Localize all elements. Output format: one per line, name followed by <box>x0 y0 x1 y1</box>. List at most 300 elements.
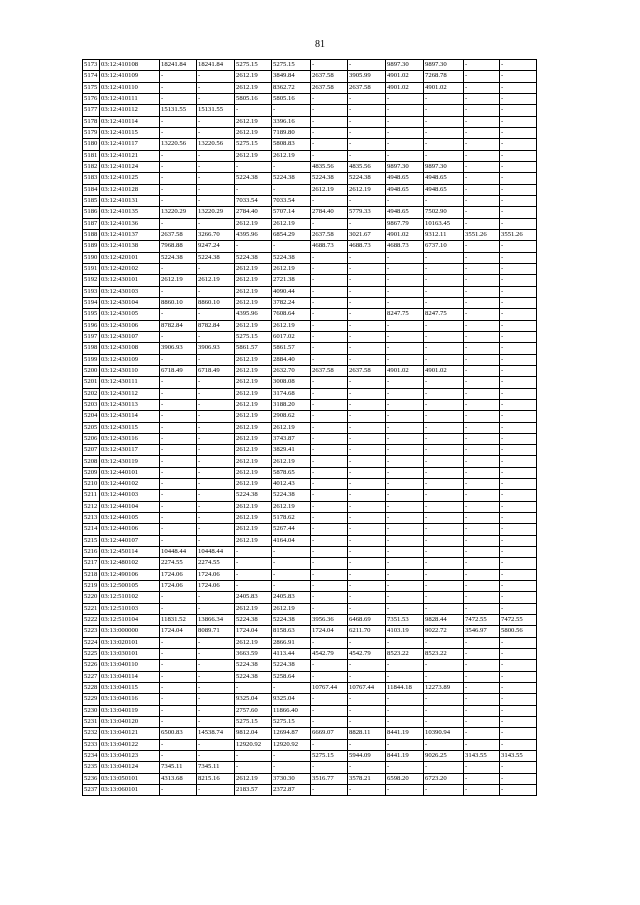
value-cell: - <box>500 479 537 490</box>
code-cell: 03:13:060101 <box>100 785 160 796</box>
value-cell: 2757.60 <box>235 705 272 716</box>
row-number-cell: 5231 <box>83 717 100 728</box>
value-cell: - <box>500 683 537 694</box>
row-number-cell: 5194 <box>83 297 100 308</box>
value-cell: - <box>348 411 386 422</box>
code-cell: 03:12:430105 <box>100 309 160 320</box>
value-cell: 2632.70 <box>272 365 311 376</box>
code-cell: 03:12:440102 <box>100 479 160 490</box>
value-cell: - <box>160 263 197 274</box>
value-cell: 1724.04 <box>235 626 272 637</box>
value-cell: 2866.91 <box>272 637 311 648</box>
value-cell: - <box>348 388 386 399</box>
row-number-cell: 5221 <box>83 603 100 614</box>
value-cell: 3829.41 <box>272 445 311 456</box>
value-cell: - <box>348 739 386 750</box>
value-cell: 2372.87 <box>272 785 311 796</box>
value-cell: 14538.74 <box>197 728 235 739</box>
table-row <box>83 422 537 433</box>
table-row <box>83 501 537 512</box>
value-cell: - <box>464 286 500 297</box>
value-cell: - <box>424 263 464 274</box>
value-cell: - <box>197 161 235 172</box>
value-cell: 12694.87 <box>272 728 311 739</box>
table-row <box>83 263 537 274</box>
code-cell: 03:12:440106 <box>100 524 160 535</box>
value-cell: 5224.38 <box>272 615 311 626</box>
value-cell: - <box>311 320 348 331</box>
value-cell: - <box>500 116 537 127</box>
value-cell: 7472.55 <box>500 615 537 626</box>
table-row <box>83 173 537 184</box>
value-cell: 5275.15 <box>235 139 272 150</box>
value-cell: - <box>197 195 235 206</box>
value-cell: - <box>386 252 424 263</box>
value-cell: - <box>424 569 464 580</box>
code-cell: 03:13:040122 <box>100 739 160 750</box>
table-row <box>83 705 537 716</box>
value-cell: - <box>348 297 386 308</box>
value-cell: 2612.19 <box>235 637 272 648</box>
value-cell: 4948.65 <box>424 173 464 184</box>
value-cell: - <box>424 399 464 410</box>
code-cell: 03:12:410108 <box>100 60 160 71</box>
value-cell: - <box>311 252 348 263</box>
value-cell: - <box>160 739 197 750</box>
row-number-cell: 5208 <box>83 456 100 467</box>
value-cell: - <box>386 535 424 546</box>
value-cell: - <box>424 705 464 716</box>
code-cell: 03:12:510102 <box>100 592 160 603</box>
value-cell: - <box>311 581 348 592</box>
row-number-cell: 5225 <box>83 649 100 660</box>
code-cell: 03:12:490106 <box>100 569 160 580</box>
table-row <box>83 71 537 82</box>
value-cell: 4948.65 <box>424 184 464 195</box>
value-cell: - <box>197 490 235 501</box>
value-cell: - <box>500 207 537 218</box>
value-cell: - <box>348 558 386 569</box>
value-cell: 2612.19 <box>235 467 272 478</box>
value-cell: - <box>311 547 348 558</box>
row-number-cell: 5203 <box>83 399 100 410</box>
value-cell: - <box>311 150 348 161</box>
row-number-cell: 5205 <box>83 422 100 433</box>
code-cell: 03:13:050101 <box>100 773 160 784</box>
value-cell: - <box>500 139 537 150</box>
value-cell: - <box>464 637 500 648</box>
value-cell: 3849.84 <box>272 71 311 82</box>
value-cell: - <box>348 195 386 206</box>
value-cell: 2637.58 <box>311 365 348 376</box>
value-cell: - <box>348 581 386 592</box>
value-cell: - <box>386 762 424 773</box>
value-cell: - <box>311 343 348 354</box>
value-cell: - <box>500 218 537 229</box>
code-cell: 03:12:410138 <box>100 241 160 252</box>
value-cell: - <box>500 275 537 286</box>
value-cell: - <box>311 105 348 116</box>
value-cell: - <box>197 739 235 750</box>
value-cell: - <box>386 739 424 750</box>
value-cell: - <box>311 377 348 388</box>
value-cell: 3174.68 <box>272 388 311 399</box>
value-cell: 2637.58 <box>348 82 386 93</box>
value-cell: 6737.10 <box>424 241 464 252</box>
value-cell: - <box>500 286 537 297</box>
value-cell: - <box>348 547 386 558</box>
value-cell: - <box>160 751 197 762</box>
value-cell: - <box>386 660 424 671</box>
value-cell: - <box>500 297 537 308</box>
value-cell: - <box>311 501 348 512</box>
value-cell: - <box>500 513 537 524</box>
value-cell: - <box>348 275 386 286</box>
value-cell: 6500.83 <box>160 728 197 739</box>
value-cell: - <box>197 388 235 399</box>
value-cell: 2612.19 <box>235 365 272 376</box>
code-cell: 03:12:450114 <box>100 547 160 558</box>
value-cell: - <box>500 649 537 660</box>
value-cell: 8828.11 <box>348 728 386 739</box>
code-cell: 03:12:430103 <box>100 286 160 297</box>
value-cell: - <box>500 173 537 184</box>
value-cell: 5224.38 <box>348 173 386 184</box>
value-cell: 2908.62 <box>272 411 311 422</box>
value-cell: 5808.83 <box>272 139 311 150</box>
value-cell: - <box>348 433 386 444</box>
value-cell: 2612.19 <box>235 445 272 456</box>
value-cell: - <box>160 377 197 388</box>
code-cell: 03:12:500105 <box>100 581 160 592</box>
value-cell: - <box>500 603 537 614</box>
row-number-cell: 5204 <box>83 411 100 422</box>
value-cell: - <box>348 218 386 229</box>
code-cell: 03:13:020101 <box>100 637 160 648</box>
value-cell: - <box>160 603 197 614</box>
value-cell: - <box>386 116 424 127</box>
table-row <box>83 683 537 694</box>
value-cell: 6017.02 <box>272 331 311 342</box>
code-cell: 03:13:040120 <box>100 717 160 728</box>
value-cell: 6468.69 <box>348 615 386 626</box>
value-cell: - <box>500 263 537 274</box>
value-cell: - <box>160 445 197 456</box>
value-cell: 4542.79 <box>348 649 386 660</box>
row-number-cell: 5196 <box>83 320 100 331</box>
value-cell: - <box>464 388 500 399</box>
value-cell: 4901.02 <box>386 229 424 240</box>
value-cell: - <box>424 297 464 308</box>
table-row <box>83 467 537 478</box>
value-cell: - <box>464 139 500 150</box>
value-cell: 4948.65 <box>386 184 424 195</box>
value-cell: - <box>311 422 348 433</box>
table-row <box>83 161 537 172</box>
value-cell: - <box>424 581 464 592</box>
value-cell: 2612.19 <box>272 263 311 274</box>
value-cell: - <box>386 479 424 490</box>
value-cell: - <box>500 717 537 728</box>
table-row <box>83 785 537 796</box>
value-cell: 4090.44 <box>272 286 311 297</box>
value-cell: - <box>424 717 464 728</box>
value-cell: - <box>386 320 424 331</box>
table-row <box>83 241 537 252</box>
table-row <box>83 773 537 784</box>
value-cell: 3782.24 <box>272 297 311 308</box>
value-cell: - <box>311 433 348 444</box>
value-cell: - <box>386 637 424 648</box>
value-cell: - <box>464 93 500 104</box>
value-cell: - <box>424 411 464 422</box>
row-number-cell: 5206 <box>83 433 100 444</box>
value-cell: - <box>386 127 424 138</box>
value-cell: - <box>197 422 235 433</box>
value-cell: - <box>386 343 424 354</box>
row-number-cell: 5198 <box>83 343 100 354</box>
value-cell: 5224.38 <box>235 660 272 671</box>
value-cell: 2612.19 <box>235 116 272 127</box>
row-number-cell: 5210 <box>83 479 100 490</box>
value-cell: 2612.19 <box>311 184 348 195</box>
value-cell: - <box>160 705 197 716</box>
value-cell: 4688.73 <box>311 241 348 252</box>
value-cell: 4103.19 <box>386 626 424 637</box>
value-cell: - <box>311 275 348 286</box>
value-cell: 2612.19 <box>235 377 272 388</box>
value-cell: - <box>424 127 464 138</box>
value-cell: 4688.73 <box>386 241 424 252</box>
table-row <box>83 286 537 297</box>
code-cell: 03:12:410137 <box>100 229 160 240</box>
value-cell: - <box>386 513 424 524</box>
value-cell: 9022.72 <box>424 626 464 637</box>
value-cell: - <box>500 569 537 580</box>
value-cell: 4901.02 <box>424 82 464 93</box>
value-cell: - <box>348 785 386 796</box>
value-cell: - <box>464 569 500 580</box>
value-cell: 1724.06 <box>160 581 197 592</box>
value-cell: - <box>272 161 311 172</box>
value-cell: - <box>197 218 235 229</box>
value-cell: 2183.57 <box>235 785 272 796</box>
value-cell: - <box>386 581 424 592</box>
code-cell: 03:13:040114 <box>100 671 160 682</box>
value-cell: - <box>500 524 537 535</box>
value-cell: - <box>235 751 272 762</box>
value-cell: - <box>272 241 311 252</box>
row-number-cell: 5176 <box>83 93 100 104</box>
value-cell: - <box>464 411 500 422</box>
value-cell: - <box>500 739 537 750</box>
value-cell: 2612.19 <box>235 297 272 308</box>
value-cell: 12920.92 <box>272 739 311 750</box>
value-cell: 2612.19 <box>348 184 386 195</box>
value-cell: - <box>197 309 235 320</box>
value-cell: - <box>197 354 235 365</box>
code-cell: 03:12:430104 <box>100 297 160 308</box>
row-number-cell: 5181 <box>83 150 100 161</box>
code-cell: 03:12:410125 <box>100 173 160 184</box>
value-cell: 15131.55 <box>197 105 235 116</box>
value-cell: - <box>424 513 464 524</box>
value-cell: 10448.44 <box>160 547 197 558</box>
value-cell: - <box>386 501 424 512</box>
value-cell: - <box>500 467 537 478</box>
table-row <box>83 433 537 444</box>
value-cell: - <box>311 93 348 104</box>
row-number-cell: 5182 <box>83 161 100 172</box>
value-cell: - <box>464 71 500 82</box>
value-cell: - <box>424 252 464 263</box>
value-cell: 3008.08 <box>272 377 311 388</box>
value-cell: - <box>386 275 424 286</box>
value-cell: - <box>197 535 235 546</box>
value-cell: - <box>500 150 537 161</box>
value-cell: - <box>424 739 464 750</box>
value-cell: 11866.40 <box>272 705 311 716</box>
value-cell: - <box>500 127 537 138</box>
value-cell: - <box>197 411 235 422</box>
row-number-cell: 5233 <box>83 739 100 750</box>
value-cell: 3730.30 <box>272 773 311 784</box>
value-cell: - <box>464 320 500 331</box>
value-cell: 10163.45 <box>424 218 464 229</box>
value-cell: - <box>197 71 235 82</box>
code-cell: 03:12:410114 <box>100 116 160 127</box>
value-cell: - <box>424 671 464 682</box>
value-cell: - <box>424 139 464 150</box>
value-cell: - <box>464 524 500 535</box>
row-number-cell: 5199 <box>83 354 100 365</box>
value-cell: 6854.29 <box>272 229 311 240</box>
value-cell: 9828.44 <box>424 615 464 626</box>
value-cell: - <box>197 467 235 478</box>
value-cell: - <box>197 331 235 342</box>
value-cell: - <box>348 263 386 274</box>
value-cell: 6669.07 <box>311 728 348 739</box>
value-cell: - <box>386 150 424 161</box>
value-cell: 5707.14 <box>272 207 311 218</box>
value-cell: 2612.19 <box>235 388 272 399</box>
value-cell: 5224.38 <box>235 671 272 682</box>
value-cell: 8247.75 <box>386 309 424 320</box>
value-cell: - <box>464 331 500 342</box>
value-cell: 7608.64 <box>272 309 311 320</box>
code-cell: 03:12:430116 <box>100 433 160 444</box>
value-cell: - <box>272 751 311 762</box>
value-cell: - <box>272 581 311 592</box>
value-cell: - <box>464 773 500 784</box>
value-cell: 2612.19 <box>235 603 272 614</box>
value-cell: 5224.38 <box>235 490 272 501</box>
value-cell: 7345.11 <box>160 762 197 773</box>
value-cell: - <box>464 207 500 218</box>
value-cell: - <box>464 501 500 512</box>
table-row <box>83 603 537 614</box>
value-cell: 1724.04 <box>311 626 348 637</box>
value-cell: 2884.40 <box>272 354 311 365</box>
value-cell: - <box>500 547 537 558</box>
value-cell: 2612.19 <box>272 501 311 512</box>
value-cell: - <box>160 286 197 297</box>
value-cell: 5224.38 <box>311 173 348 184</box>
value-cell: - <box>272 683 311 694</box>
value-cell: 5224.38 <box>160 252 197 263</box>
table-row <box>83 116 537 127</box>
value-cell: - <box>197 603 235 614</box>
value-cell: - <box>311 705 348 716</box>
value-cell: - <box>197 524 235 535</box>
value-cell: - <box>197 501 235 512</box>
row-number-cell: 5229 <box>83 694 100 705</box>
code-cell: 03:13:040115 <box>100 683 160 694</box>
code-cell: 03:12:410112 <box>100 105 160 116</box>
code-cell: 03:12:430112 <box>100 388 160 399</box>
value-cell: - <box>348 60 386 71</box>
row-number-cell: 5173 <box>83 60 100 71</box>
value-cell: 2612.19 <box>235 275 272 286</box>
value-cell: - <box>386 195 424 206</box>
value-cell: - <box>500 558 537 569</box>
value-cell: 6723.20 <box>424 773 464 784</box>
value-cell: - <box>348 331 386 342</box>
row-number-cell: 5230 <box>83 705 100 716</box>
value-cell: - <box>500 785 537 796</box>
value-cell: - <box>386 592 424 603</box>
value-cell: 3906.93 <box>160 343 197 354</box>
value-cell: 2612.19 <box>235 399 272 410</box>
value-cell: - <box>311 309 348 320</box>
value-cell: - <box>197 377 235 388</box>
value-cell: - <box>197 263 235 274</box>
value-cell: 3188.20 <box>272 399 311 410</box>
value-cell: - <box>348 377 386 388</box>
table-row <box>83 93 537 104</box>
code-cell: 03:12:510103 <box>100 603 160 614</box>
value-cell: 9325.04 <box>235 694 272 705</box>
value-cell: 1724.06 <box>197 581 235 592</box>
value-cell: 4901.02 <box>386 71 424 82</box>
value-cell: - <box>500 456 537 467</box>
value-cell: - <box>311 297 348 308</box>
value-cell: 2612.19 <box>272 218 311 229</box>
value-cell: - <box>160 82 197 93</box>
value-cell: 5224.38 <box>272 252 311 263</box>
value-cell: 8089.71 <box>197 626 235 637</box>
value-cell: - <box>197 445 235 456</box>
value-cell: - <box>424 524 464 535</box>
value-cell: - <box>424 116 464 127</box>
value-cell: 18241.84 <box>197 60 235 71</box>
row-number-cell: 5236 <box>83 773 100 784</box>
table-row <box>83 547 537 558</box>
table-body <box>83 60 537 796</box>
value-cell: - <box>464 558 500 569</box>
value-cell: - <box>464 252 500 263</box>
code-cell: 03:12:430113 <box>100 399 160 410</box>
value-cell: - <box>235 161 272 172</box>
value-cell: - <box>424 105 464 116</box>
row-number-cell: 5180 <box>83 139 100 150</box>
value-cell: - <box>197 660 235 671</box>
code-cell: 03:12:440104 <box>100 501 160 512</box>
row-number-cell: 5179 <box>83 127 100 138</box>
code-cell: 03:12:420102 <box>100 263 160 274</box>
value-cell: - <box>160 173 197 184</box>
value-cell: - <box>197 694 235 705</box>
